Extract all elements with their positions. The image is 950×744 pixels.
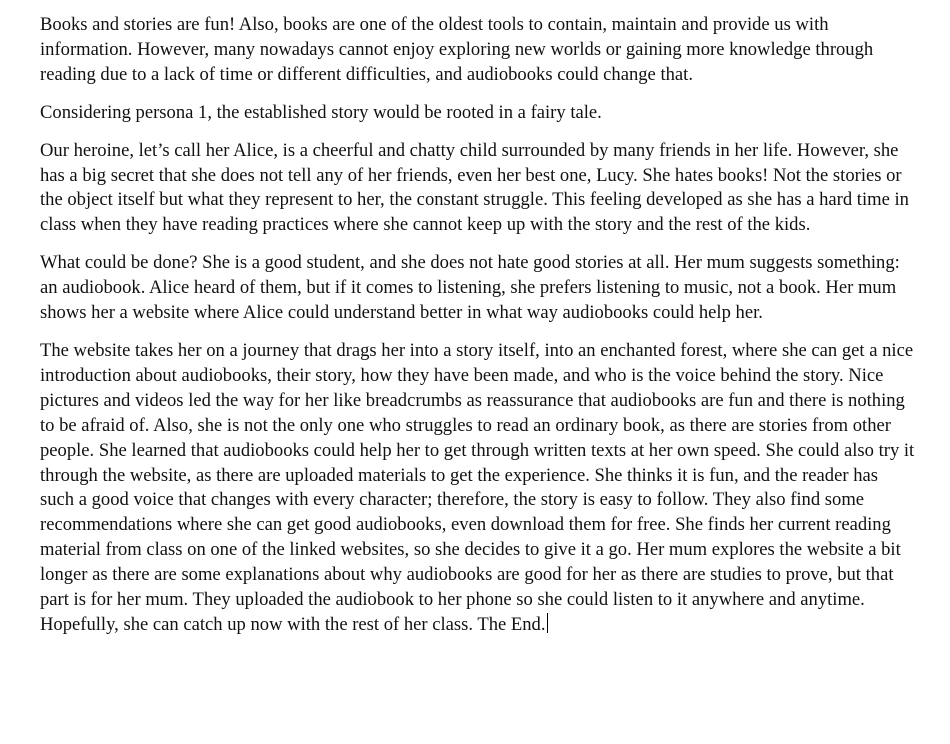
paragraph-website-journey bbox=[40, 339, 915, 638]
paragraph-website-journey-text: The website takes her on a journey that drags her into a story itself, into an enchanted forest, where she can get a nice introduction about audiobooks, their story, how they have been made, and who is the voice behind the story. Nice pictures and videos led the way for her like breadcrumbs as reassurance that audiobooks are fun and there is nothing to be afraid of. Also, she is not the only one who struggles to read an ordinary book, as there are stories from other people. She learned that audiobooks could help her to get through written texts at her own speed. She could also try it through the website, as there are uploaded materials to get the experience. She thinks it is fun, and the reader has such a good voice that changes with every character; therefore, the story is easy to follow. They also find some recommendations where she can get good audiobooks, even download them for free. She finds her current reading material from class on one of the linked websites, so she decides to give it a go. Her mum explores the website a bit longer as there are some explanations about why audiobooks are good for her as there are studies to prove, but that part is for her mum. They uploaded the audiobook to her phone so she could listen to it anywhere and anytime. Hopefully, she can catch up now with the rest of her class. The End. bbox=[40, 339, 915, 635]
paragraph-heroine: Our heroine, let’s call her Alice, is a cheerful and chatty child surrounded by many friends in her life. However, she has a big secret that she does not tell any of her friends, even her best one, Lucy. She hates books! Not the stories or the object itself but what they represent to her, the constant struggle. This feeling developed as she has a hard time in class when they have reading practices where she cannot keep up with the story and the rest of the kids. bbox=[40, 139, 909, 236]
document-body[interactable] bbox=[40, 13, 915, 651]
text-cursor bbox=[547, 613, 548, 633]
paragraph-persona: Considering persona 1, the established story would be rooted in a fairy tale. bbox=[40, 101, 602, 123]
paragraph-intro: Books and stories are fun! Also, books are one of the oldest tools to contain, maintain and provide us with information. However, many nowadays cannot enjoy exploring new worlds or gaining more knowledge through reading due to a lack of time or different difficulties, and audiobooks could change that. bbox=[40, 14, 874, 85]
paragraph-solution: What could be done? She is a good student, and she does not hate good stories at all. Her mum suggests something: an audiobook. Alice heard of them, but if it comes to listening, she prefers listening to music, not a book. Her mum shows her a website where Alice could understand better in what way audiobooks could help her. bbox=[40, 252, 900, 324]
